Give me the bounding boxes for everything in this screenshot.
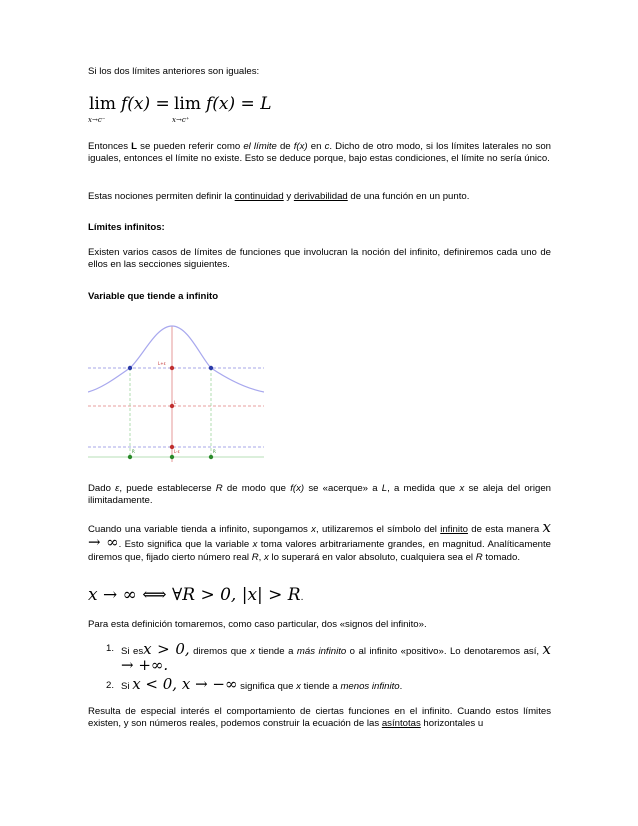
text-R: R xyxy=(215,483,223,494)
text: diremos que xyxy=(189,646,251,657)
text-R: R xyxy=(251,552,259,564)
text: de modo que xyxy=(222,483,291,494)
label-r-left: R xyxy=(132,449,135,454)
text-fx: f(x) xyxy=(290,483,305,494)
text-L: L xyxy=(381,483,388,494)
text-fx: f(x) xyxy=(293,141,308,152)
text: , utilizaremos el símbolo del xyxy=(315,524,441,535)
lim-right: lim xyxy=(174,94,201,114)
text: Entonces xyxy=(88,141,132,152)
text: tiende a xyxy=(254,646,297,657)
text: tiende a xyxy=(300,681,341,692)
text-el-limite: el límite xyxy=(243,141,277,152)
text: , a medida que xyxy=(387,483,460,494)
continuidad-link[interactable]: continuidad xyxy=(234,191,284,202)
asintotas-link[interactable]: asíntotas xyxy=(381,718,421,730)
inline-math-x-to-minus-infinity: x < 0, x → −∞ xyxy=(132,675,238,693)
text-menos-infinito: menos infinito xyxy=(340,681,400,692)
lim-left: lim xyxy=(89,94,116,114)
left-x-point xyxy=(128,455,132,459)
text: se pueden referir como xyxy=(137,141,244,152)
text-R: R xyxy=(475,552,483,564)
text: significa que xyxy=(237,681,297,692)
text: y xyxy=(283,191,294,202)
text: Cuando una variable tienda a infinito, supongamos xyxy=(88,524,312,535)
infinity-definition-equation xyxy=(88,585,303,605)
text-x: x xyxy=(296,681,301,692)
text-c: c xyxy=(324,141,330,152)
infinito-link[interactable]: infinito xyxy=(440,524,468,535)
paragraph-variable-infinity xyxy=(88,518,551,565)
text-x: x xyxy=(264,552,269,564)
lateral-limits-equation xyxy=(88,92,288,132)
paragraph-infinite-cases: Existen varios casos de límites de funciones que involucran la noción del infinito, definiremos cada uno de ellos en las secciones siguientes. xyxy=(88,247,551,271)
limit-at-infinity-graph xyxy=(88,318,264,466)
text: toma valores arbitrariamente grandes, en magnitud. Analíticamente diremos que, fijado cierto número real xyxy=(88,539,551,564)
text: Resulta de especial interés el comportamiento de ciertas funciones en el infinito. Cuando estos límites existen, y son números reales, podemos construir la ecuación de las xyxy=(88,706,551,730)
paragraph-asymptotes xyxy=(88,706,551,731)
derivabilidad-link[interactable]: derivabilidad xyxy=(293,191,348,202)
inline-math-x-positive: x > 0, xyxy=(143,640,190,658)
label-lower: L-ε xyxy=(174,449,180,454)
list-item-positive-infinity xyxy=(121,640,551,674)
text-x: x xyxy=(252,539,258,551)
text: Dado xyxy=(88,483,116,494)
text: o al infinito «positivo». Lo denotaremos así, xyxy=(346,646,543,657)
text-x: x xyxy=(311,524,316,535)
fx-left: f(x) = xyxy=(121,94,170,114)
paragraph-epsilon xyxy=(88,483,551,508)
text-x: x xyxy=(459,483,465,494)
label-limit: L xyxy=(174,400,177,405)
paragraph-intro: Si los dos límites anteriores son iguales: xyxy=(88,66,260,77)
label-r-right: R xyxy=(213,449,216,454)
heading-variable-infinito: Variable que tiende a infinito xyxy=(88,291,219,302)
origin-point xyxy=(170,455,174,459)
text: se aleja del origen ilimitadamente. xyxy=(88,483,551,507)
right-curve-point xyxy=(209,366,213,370)
text: , xyxy=(258,552,264,564)
text-L: L xyxy=(131,141,138,152)
paragraph-signs: Para esta definición tomaremos, como caso particular, dos «signos del infinito». xyxy=(88,619,427,630)
text: lo superará en valor absoluto, cualquiera sea el xyxy=(268,552,476,564)
equation-period: . xyxy=(300,593,304,603)
text: de esta manera xyxy=(467,524,543,535)
text: de xyxy=(276,141,294,152)
fx-right: f(x) = L xyxy=(206,94,272,114)
text: Si es xyxy=(121,646,144,657)
text: . xyxy=(399,681,403,692)
inline-math-x-to-plus-infinity: x → +∞. xyxy=(121,640,551,674)
text: , puede establecerse xyxy=(119,483,216,494)
label-upper: L+ε xyxy=(158,361,166,366)
text: . Esto significa que la variable xyxy=(118,539,253,551)
paragraph-limit-definition xyxy=(88,141,551,166)
text: tomado. xyxy=(482,552,521,564)
inline-math-x-to-infinity: x → ∞ xyxy=(88,518,551,552)
right-x-point xyxy=(209,455,213,459)
list-number-2: 2. xyxy=(106,680,115,691)
list-item-negative-infinity xyxy=(121,675,551,693)
lim-right-subscript: x→c⁺ xyxy=(172,116,190,124)
text: Si xyxy=(121,681,133,692)
left-curve-point xyxy=(128,366,132,370)
text: de una función en un punto. xyxy=(347,191,470,202)
upper-y-point xyxy=(170,366,174,370)
list-number-1: 1. xyxy=(106,643,115,654)
paragraph-continuity xyxy=(88,191,551,203)
text: en xyxy=(307,141,325,152)
lim-left-subscript: x→c⁻ xyxy=(88,116,106,124)
equation-text: x → ∞ ⟺ ∀R > 0, |x| > R xyxy=(88,585,301,605)
text-epsilon: ε xyxy=(115,483,120,494)
text: Estas nociones permiten definir la xyxy=(88,191,235,202)
function-curve xyxy=(88,326,264,392)
text-x: x xyxy=(250,646,255,657)
text: . Dicho de otro modo, si los límites laterales no son iguales, entonces el límite no existe. Esto se deduce porque, bajo estas condiciones, el límite no sería único. xyxy=(88,141,551,165)
text: se «acerque» a xyxy=(304,483,382,494)
heading-limites-infinitos: Límites infinitos: xyxy=(88,222,165,233)
text-mas-infinito: más infinito xyxy=(296,646,347,657)
text: horizontales u xyxy=(420,718,484,730)
